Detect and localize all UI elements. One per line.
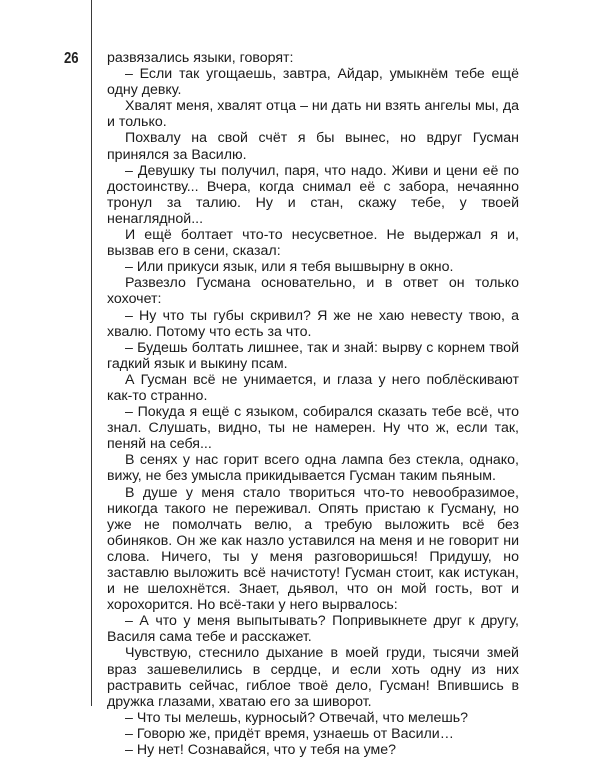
body-text <box>107 50 519 758</box>
page-number: 26 <box>64 50 79 67</box>
paragraph: А Гусман всё не унимается, и глаза у него поблёскивают как-то странно. <box>107 371 519 404</box>
paragraph: В сенях у нас горит всего одна лампа без стекла, однако, вижу, не без умысла прикидывается Гусман таким пьяным. <box>107 452 519 485</box>
paragraph: Хвалят меня, хвалят отца – ни дать ни взять ангелы мы, да и только. <box>107 98 519 131</box>
paragraph: – Девушку ты получил, паря, что надо. Живи и цени её по достоинству... Вчера, когда снимал её с забора, нечаянно тронул за талию. Ну и стан, скажу тебе, у твоей ненаглядной... <box>107 162 519 227</box>
paragraph: развязались языки, говорят: <box>107 50 294 66</box>
paragraph: – Будешь болтать лишнее, так и знай: вырву с корнем твой гадкий язык и выкину псам. <box>107 339 519 372</box>
paragraph: В душе у меня стало твориться что-то невообразимое, никогда такого не переживал. Опять пристаю к Гусману, но уже не помолчать велю, а требую выложить всё без обиняков. Он же как назло уставился на меня и не говорит ни слова. Ничего, ты у меня разговоришься! Придушу, но заставлю выложить всё начистоту! Гусман стоит, как истукан, и не шелохнётся. Знает, дьявол, что он мой гость, вот и хорохорится. Но всё-таки у него вырвалось: <box>107 484 519 614</box>
paragraph: И ещё болтает что-то несусветное. Не выдержал я и, вызвав его в сени, сказал: <box>107 227 519 260</box>
paragraph: Чувствую, стеснило дыхание в моей груди, тысячи змей враз зашевелились в сердце, и если хоть одну из них растравить сейчас, гиблое твоё дело, Гусман! Впившись в дружка глазами, хватаю его за шиворот. <box>107 645 519 710</box>
paragraph: – Что ты мелешь, курносый? Отвечай, что мелешь? <box>125 709 469 726</box>
paragraph: – Покуда я ещё с языком, собирался сказать тебе всё, что знал. Слушать, видно, ты не намерен. Ну что ж, если так, пеняй на себя... <box>107 404 519 453</box>
paragraph: Похвалу на свой счёт я бы вынес, но вдруг Гусман принялся за Василю. <box>107 130 519 163</box>
paragraph: – Или прикуси язык, или я тебя вышвырну в окно. <box>125 259 454 276</box>
paragraph: – Ну что ты губы скривил? Я же не хаю невесту твою, а хвалю. Потому что есть за что. <box>107 307 519 340</box>
paragraph: Развезло Гусмана основательно, и в ответ он только хохочет: <box>107 275 519 308</box>
paragraph: – Говорю же, придёт время, узнаешь от Васили… <box>125 725 454 742</box>
paragraph: – А что у меня выпытывать? Попривыкнете друг к другу, Василя сама тебе и расскажет. <box>107 613 519 646</box>
paragraph: – Ну нет! Сознавайся, что у тебя на уме? <box>125 742 397 758</box>
paragraph: – Если так угощаешь, завтра, Айдар, умыкнём тебе ещё одну девку. <box>107 66 519 99</box>
margin-rule <box>91 0 92 706</box>
